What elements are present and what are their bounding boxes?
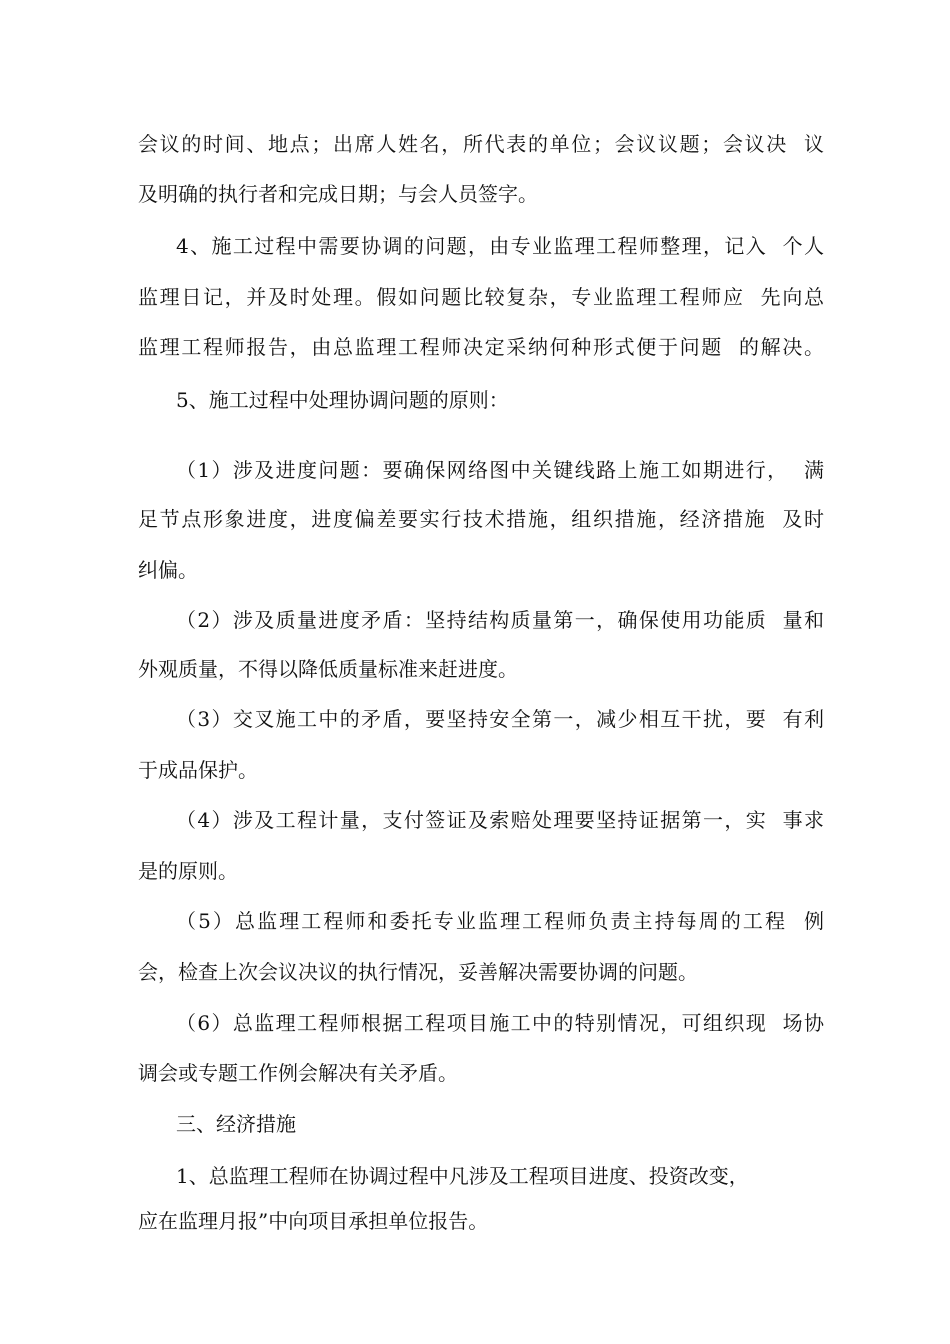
text-line: 会议的时间、地点；出席人姓名，所代表的单位；会议议题；会议决 议 [138,132,824,156]
text-line: 及明确的执行者和完成日期；与会人员签字。 [138,182,538,206]
section-heading: 三、经济措施 [176,1112,296,1136]
text-line: （5）总监理工程师和委托专业监理工程师负责主持每周的工程 例 [176,909,824,933]
text-line: （6）总监理工程师根据工程项目施工中的特别情况，可组织现 场协 [176,1011,824,1035]
text-line: 1、总监理工程师在协调过程中凡涉及工程项目进度、投资改变， [176,1164,749,1188]
text-line: 应在监理月报”中向项目承担单位报告。 [138,1209,489,1233]
text-line: 外观质量，不得以降低质量标准来赶进度。 [138,657,518,681]
text-line: 调会或专题工作例会解决有关矛盾。 [138,1061,458,1085]
text-line: 监理工程师报告，由总监理工程师决定采纳何种形式便于问题 的解决。 [138,335,824,359]
text-line: 会，检查上次会议决议的执行情况，妥善解决需要协调的问题。 [138,960,698,984]
text-line: 是的原则。 [138,859,238,883]
text-line: 监理日记，并及时处理。假如问题比较复杂，专业监理工程师应 先向总 [138,285,824,309]
text-line: 纠偏。 [138,558,198,582]
text-line: 5、施工过程中处理协调问题的原则： [176,388,509,412]
text-line: 于成品保护。 [138,758,258,782]
text-line: （1）涉及进度问题：要确保网络图中关键线路上施工如期进行， 满 [176,458,824,482]
text-line: （2）涉及质量进度矛盾：坚持结构质量第一，确保使用功能质 量和 [176,608,824,632]
text-line: （4）涉及工程计量，支付签证及索赔处理要坚持证据第一，实 事求 [176,808,824,832]
text-line: 4、施工过程中需要协调的问题，由专业监理工程师整理，记入 个人 [176,234,824,258]
text-line: 足节点形象进度，进度偏差要实行技术措施，组织措施，经济措施 及时 [138,507,824,531]
text-line: （3）交叉施工中的矛盾，要坚持安全第一，减少相互干扰，要 有利 [176,707,824,731]
